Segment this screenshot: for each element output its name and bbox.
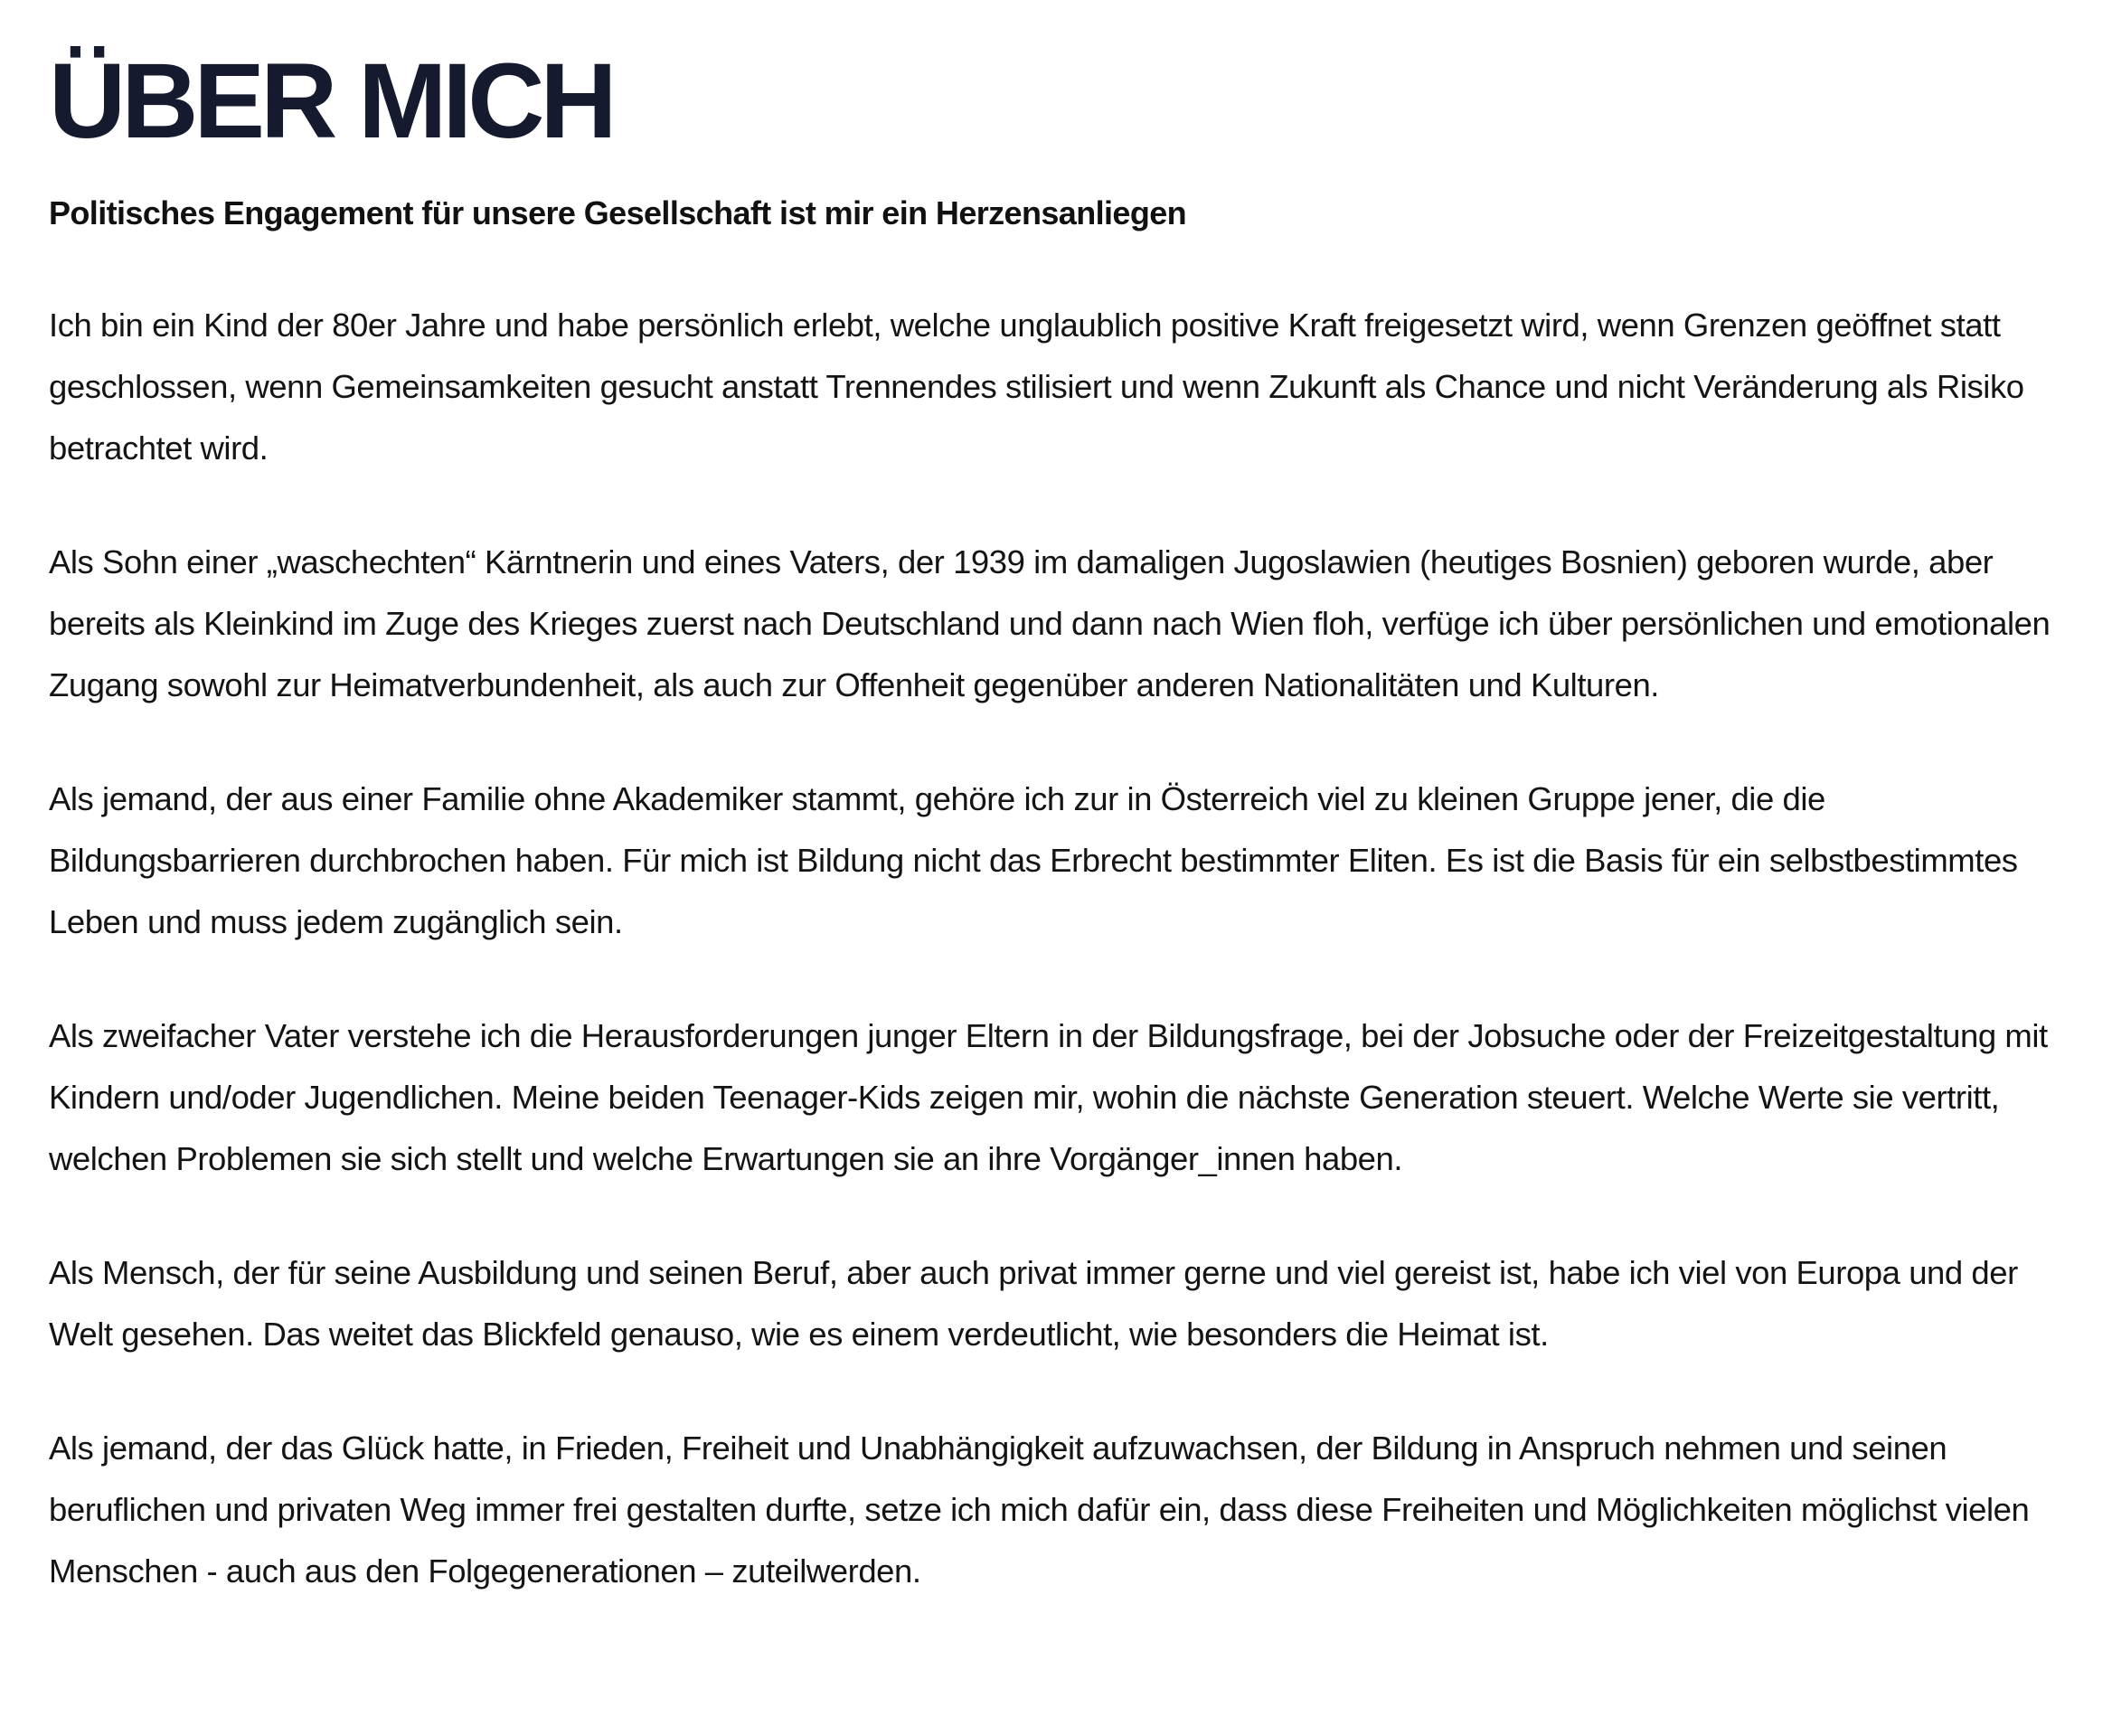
paragraph-family-origin: Als Sohn einer „waschechten“ Kärntnerin und eines Vaters, der 1939 im damaligen Jugoslawien (heutiges Bosnien) geboren wurde, aber bereits als Kleinkind im Zuge des Krieges zuerst nach Deutschland und dann nach Wien floh, verfüge ich über persönlichen und emotionalen Zugang sowohl zur Heimatverbundenheit, als auch zur Offenheit gegenüber anderen Nationalitäten und Kulturen.	[49, 543, 2051, 703]
paragraph-travel: Als Mensch, der für seine Ausbildung und seinen Beruf, aber auch privat immer gerne und viel gereist ist, habe ich viel von Europa und der Welt gesehen. Das weitet das Blickfeld genauso, wie es einem verdeutlicht, wie besonders die Heimat ist.	[49, 1254, 2018, 1353]
paragraph-freedom: Als jemand, der das Glück hatte, in Frieden, Freiheit und Unabhängigkeit aufzuwachsen, der Bildung in Anspruch nehmen und seinen beruflichen und privaten Weg immer frei gestalten durfte, setze ich mich dafür ein, dass diese Freiheiten und Möglichkeiten möglichst vielen Menschen - auch aus den Folgegenerationen – zuteilwerden.	[49, 1429, 2030, 1590]
page-subtitle: Politisches Engagement für unsere Gesellschaft ist mir ein Herzensanliegen	[49, 194, 1187, 231]
paragraph-father: Als zweifacher Vater verstehe ich die Herausforderungen junger Eltern in der Bildungsfrage, bei der Jobsuche oder der Freizeitgestaltung mit Kindern und/oder Jugendlichen. Meine beiden Teenager-Kids zeigen mir, wohin die nächste Generation steuert. Welche Werte sie vertritt, welchen Problemen sie sich stellt und welche Erwartungen sie an ihre Vorgänger_innen haben.	[49, 1017, 2048, 1177]
paragraph-education: Als jemand, der aus einer Familie ohne Akademiker stammt, gehöre ich zur in Österreich viel zu kleinen Gruppe jener, die die Bildungsbarrieren durchbrochen haben. Für mich ist Bildung nicht das Erbrecht bestimmter Eliten. Es ist die Basis für ein selbstbestimmtes Leben und muss jedem zugänglich sein.	[49, 780, 2018, 940]
page-title: ÜBER MICH	[49, 42, 613, 161]
paragraph-childhood: Ich bin ein Kind der 80er Jahre und habe persönlich erlebt, welche unglaublich positive Kraft freigesetzt wird, wenn Grenzen geöffnet statt geschlossen, wenn Gemeinsamkeiten gesucht anstatt Trennendes stilisiert und wenn Zukunft als Chance und nicht Veränderung als Risiko betrachtet wird.	[49, 307, 2024, 467]
about-text	[49, 295, 2074, 1655]
